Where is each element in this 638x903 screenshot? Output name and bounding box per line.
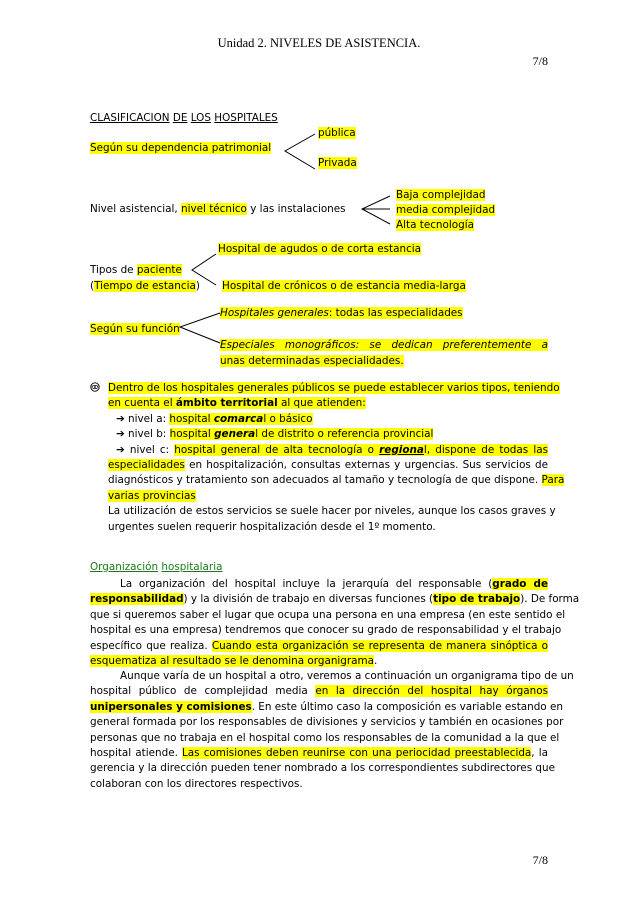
org-heading: [90, 560, 222, 575]
heading-word: HOSPITALES: [214, 112, 278, 124]
option-alta-text: Alta tecnología: [396, 219, 474, 231]
text-segment: específico que realiza.: [90, 639, 212, 652]
bullet-block: [108, 381, 565, 535]
highlight-segment: grado de: [492, 578, 548, 590]
nivel-b-hl-text: hospital: [169, 428, 215, 441]
bracket-tipos: [190, 252, 220, 288]
org-p2-line-8: colaboran con los directores respectivos.: [90, 777, 303, 790]
bracket-patrimonial: [283, 132, 317, 172]
highlight-segment: Las comisiones deben reunirse con una periocidad preestablecida: [182, 747, 532, 760]
option-hospitales-generales: [220, 306, 463, 321]
org-p2-line-1: Aunque varía de un hospital a otro, veremos a continuación un organigrama tipo de un: [120, 670, 574, 682]
text-segment: hospital atiende.: [90, 747, 183, 760]
option-cronicos: [222, 279, 466, 294]
nivel-a-line: [108, 412, 548, 427]
nivel-a-rest: l o básico: [263, 412, 313, 425]
org-p1-line-3: que si queremos saber el lugar que ocupa una persona en una empresa (en este sentido el: [90, 608, 566, 621]
option-baja-text: Baja complejidad: [396, 189, 486, 201]
nivel-label-b: y las instalaciones: [246, 203, 346, 215]
nivel-c2-rest: en hospitalización, consultas externas y urgencias. Sus servicios de: [184, 459, 548, 472]
tipos-label-hl: paciente: [136, 264, 182, 276]
utilizacion-line-2: [108, 520, 548, 535]
highlight-segment: tipo de trabajo: [433, 593, 521, 606]
highlight-segment: Cuando esta organización se representa de manera sinóptica o: [211, 639, 548, 652]
option-especiales-line1-text: Especiales monográficos: se dedican preferentemente a: [220, 339, 548, 351]
tipos-label: [90, 263, 182, 278]
nivel-asistencial-label: [90, 202, 346, 217]
nivel-c-rest: l, dispone de todas las: [423, 443, 549, 456]
nivel-c4-hl: varias provincias: [108, 489, 196, 502]
nivel-c-line-3: [108, 473, 565, 488]
org-p2-line-4: general formada por los responsables de divisiones y servicios y también en ocasiones por: [90, 716, 564, 729]
eye-icon: [90, 382, 100, 395]
highlight-segment: en la dirección del hospital hay órganos: [315, 685, 548, 698]
nivel-c-italic: regiona: [379, 443, 424, 456]
org-heading-a: Organización: [90, 561, 159, 573]
nivel-c3-a: diagnósticos y tratamiento son adecuados al tamaño y tecnología de que dispone.: [108, 474, 542, 487]
text-segment: , la: [531, 747, 548, 760]
nivel-b-rest: l de distrito o referencia provincial: [255, 428, 434, 441]
org-p1-line-1: [90, 577, 548, 592]
org-paragraph-1: [90, 577, 580, 669]
bullet-line-2-text: [108, 397, 366, 409]
bracket-nivel: [360, 194, 394, 228]
section-heading-clasificacion: [90, 111, 278, 126]
page-number-top: 7/8: [532, 54, 548, 68]
option-agudos: [218, 242, 421, 257]
option-privada-text: Privada: [318, 157, 357, 169]
page-number-bottom: 7/8: [532, 853, 548, 867]
bullet-l2-b: ámbito territorial: [175, 397, 278, 410]
nivel-c-line-4: [108, 489, 548, 504]
heading-word: CLASIFICACION: [90, 112, 170, 124]
option-cronicos-text: Hospital de crónicos o de estancia media-larga: [222, 280, 466, 292]
heading-word: DE: [172, 112, 188, 124]
org-p1-line-5: [90, 639, 548, 654]
text-segment: La organización del hospital incluye la jerarquía del responsable (: [120, 578, 493, 590]
org-heading-b: hospitalaria: [161, 561, 223, 573]
bullet-line-1-text: Dentro de los hospitales generales públicos se puede establecer varios tipos, teniendo: [108, 382, 560, 394]
nivel-b-prefix: ➔ nivel b:: [116, 428, 170, 441]
org-p2-line-5: personas que no trabaja en el hospital como los responsables de la comunidad a la que el: [90, 731, 560, 744]
highlight-segment: unipersonales y comisiones: [90, 700, 252, 713]
nivel-a-hl-text: hospital: [169, 412, 214, 425]
nivel-b-hl: [170, 428, 434, 440]
option-publica-text: pública: [318, 127, 356, 139]
nivel-label-a: Nivel asistencial,: [90, 203, 181, 215]
utilizacion-line-1: [108, 504, 556, 519]
patrimonial-label-text: Según su dependencia patrimonial: [90, 142, 272, 154]
org-p2-line-2: [90, 684, 548, 699]
option-agudos-text: Hospital de agudos o de corta estancia: [218, 243, 422, 255]
nivel-a-hl: [169, 413, 312, 425]
highlight-segment: esquematiza al resultado se le denomina organigrama: [90, 655, 375, 668]
org-paragraph-2: [90, 669, 574, 792]
tiempo-label-b: ): [195, 280, 200, 292]
nivel-b-italic: genera: [214, 428, 256, 441]
utilizacion-line-1-text: La utilización de estos servicios se suele hacer por niveles, aunque los casos graves y: [108, 505, 556, 518]
nivel-c-line-2: [108, 458, 548, 473]
heading-word: LOS: [190, 112, 211, 124]
nivel-c2-hl: especialidades: [108, 459, 185, 472]
bullet-line-2: [108, 396, 548, 411]
funcion-label-text: Según su función: [90, 323, 180, 335]
option-generales-text: [220, 307, 463, 319]
org-p1-line-6: [90, 654, 548, 669]
org-p1-line-2: [90, 592, 580, 607]
nivel-b-line: [108, 427, 548, 442]
option-especiales: [220, 337, 548, 369]
option-especiales-line2-text: unas determinadas especialidades.: [220, 355, 404, 367]
text-segment: ) y la división de trabajo en diversas funciones (: [183, 593, 434, 606]
option-alta-tecnologia: [396, 218, 474, 233]
bullet-l2-c: al que atienden:: [277, 397, 366, 410]
option-privada: [318, 156, 357, 171]
nivel-label-hl: nivel técnico: [180, 203, 247, 215]
option-baja-complejidad: [396, 188, 485, 203]
tiempo-label: [90, 279, 200, 294]
org-p1-line-4: hospital es una empresa) tendremos que conocer su grado de responsabilidad y el trabajo: [90, 624, 562, 637]
nivel-c-prefix: ➔ nivel c:: [116, 443, 175, 456]
funcion-label: [90, 322, 180, 337]
utilizacion-line-2-text: urgentes suelen requerir hospitalización desde el 1º momento.: [108, 520, 436, 533]
highlight-segment: responsabilidad: [90, 593, 184, 606]
option-especiales-line2: [220, 353, 548, 369]
text-segment: ). De forma: [520, 593, 580, 606]
nivel-c-hl-text: hospital general de alta tecnología o: [174, 443, 380, 456]
option-generales-italic: Hospitales generales: [220, 307, 329, 319]
org-p2-line-7: gerencia y la dirección pueden tener nombrado a los correspondientes subdirectores que: [90, 762, 555, 775]
org-p2-line-6: [90, 746, 548, 761]
tiempo-label-a: (: [90, 280, 95, 292]
nivel-c-hl: [174, 444, 548, 456]
option-publica: [318, 126, 356, 141]
tiempo-label-hl: Tiempo de estancia: [94, 280, 196, 292]
text-segment: hospital público de complejidad media: [90, 685, 316, 698]
text-segment: . En este último caso la composición es variable estando en: [251, 700, 563, 713]
bullet-l2-a: en cuenta el: [108, 397, 176, 410]
patrimonial-label: [90, 141, 271, 156]
option-media-text: media complejidad: [396, 204, 496, 216]
tipos-label-a: Tipos de: [90, 264, 137, 276]
nivel-a-italic: comarca: [213, 412, 264, 425]
nivel-c-line: [108, 443, 548, 458]
option-generales-rest: : todas las especialidades: [328, 307, 463, 319]
bullet-line-1: [108, 381, 560, 396]
page-header-title: Unidad 2. NIVELES DE ASISTENCIA.: [217, 36, 421, 50]
nivel-c3-hl: Para: [541, 474, 565, 487]
bracket-funcion: [178, 311, 224, 347]
nivel-a-prefix: ➔ nivel a:: [116, 412, 170, 425]
org-p2-line-3: [90, 700, 563, 715]
text-segment: .: [374, 655, 378, 668]
option-media-complejidad: [396, 203, 495, 218]
option-especiales-line1: [220, 337, 548, 353]
